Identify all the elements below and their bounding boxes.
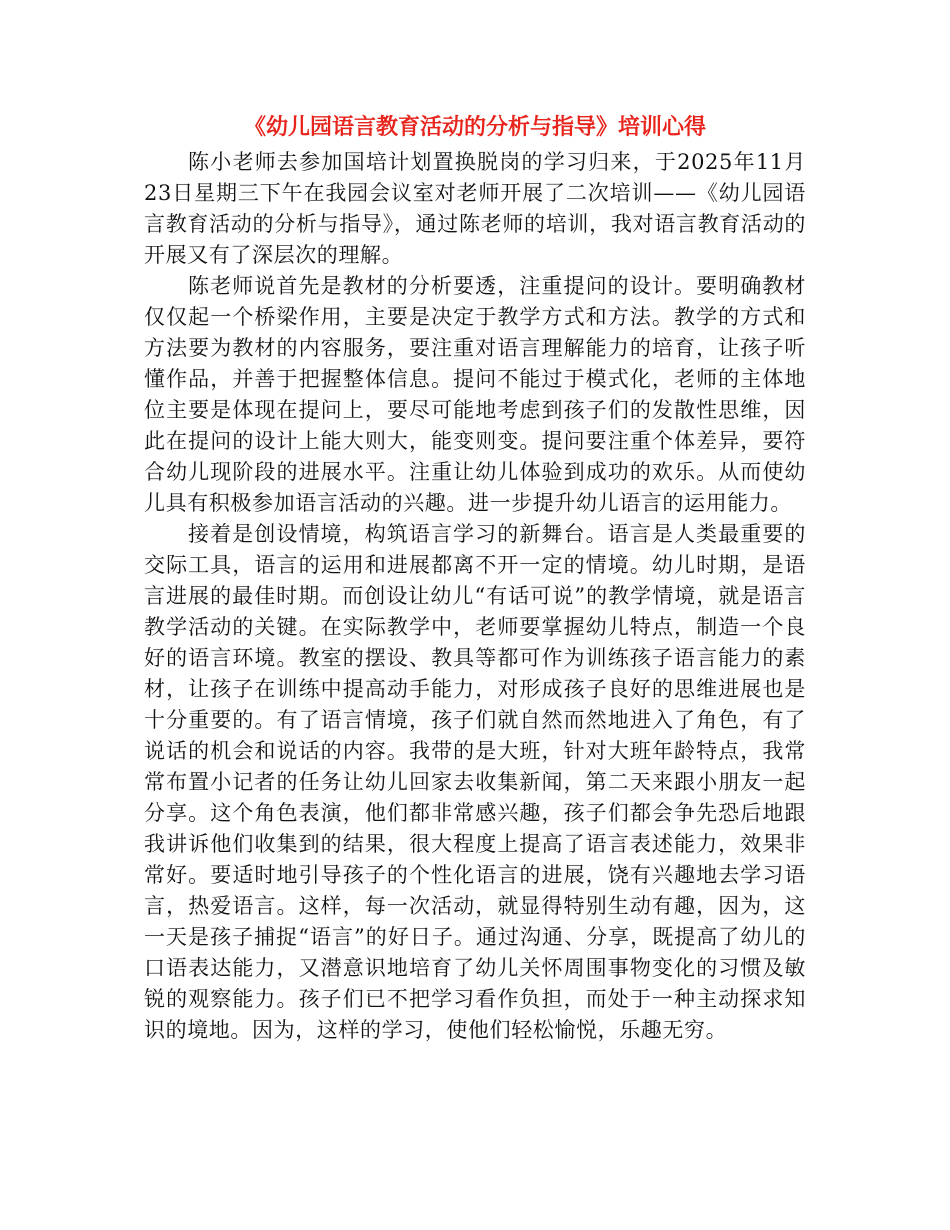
- paragraph-intro: 陈小老师去参加国培计划置换脱岗的学习归来，于2025年11月23日星期三下午在我园会议室对老师开展了二次培训——《幼儿园语言教育活动的分析与指导》，通过陈老师的培训，我对语言教育活动的开展又有了深层次的理解。: [144, 150, 806, 267]
- paragraph-create-context: 接着是创设情境，构筑语言学习的新舞台。语言是人类最重要的交际工具，语言的运用和进展都离不开一定的情境。幼儿时期，是语言进展的最佳时期。而创设让幼儿“有话可说”的教学情境，就是语言教学活动的关键。在实际教学中，老师要掌握幼儿特点，制造一个良好的语言环境。教室的摆设、教具等都可作为训练孩子语言能力的素材，让孩子在训练中提高动手能力，对形成孩子良好的思维进展也是十分重要的。有了语言情境，孩子们就自然而然地进入了角色，有了说话的机会和说话的内容。我带的是大班，针对大班年龄特点，我常常布置小记者的任务让幼儿回家去收集新闻，第二天来跟小朋友一起分享。这个角色表演，他们都非常感兴趣，孩子们都会争先恐后地跟我讲诉他们收集到的结果，很大程度上提高了语言表述能力，效果非常好。要适时地引导孩子的个性化语言的进展，饶有兴趣地去学习语言，热爱语言。这样，每一次活动，就显得特别生动有趣，因为，这一天是孩子捕捉“语言”的好日子。通过沟通、分享，既提高了幼儿的口语表达能力，又潜意识地培育了幼儿关怀周围事物变化的习惯及敏锐的观察能力。孩子们已不把学习看作负担，而处于一种主动探求知识的境地。因为，这样的学习，使他们轻松愉悦，乐趣无穷。: [144, 522, 806, 1042]
- document-title: 《幼儿园语言教育活动的分析与指导》培训心得: [243, 114, 706, 140]
- paragraph-material-analysis: 陈老师说首先是教材的分析要透，注重提问的设计。要明确教材仅仅起一个桥梁作用，主要是决定于教学方式和方法。教学的方式和方法要为教材的内容服务，要注重对语言理解能力的培育，让孩子听懂作品，并善于把握整体信息。提问不能过于模式化，老师的主体地位主要是体现在提问上，要尽可能地考虑到孩子们的发散性思维，因此在提问的设计上能大则大，能变则变。提问要注重个体差异，要符合幼儿现阶段的进展水平。注重让幼儿体验到成功的欢乐。从而使幼儿具有积极参加语言活动的兴趣。进一步提升幼儿语言的运用能力。: [144, 274, 806, 515]
- document-body: [144, 147, 806, 1046]
